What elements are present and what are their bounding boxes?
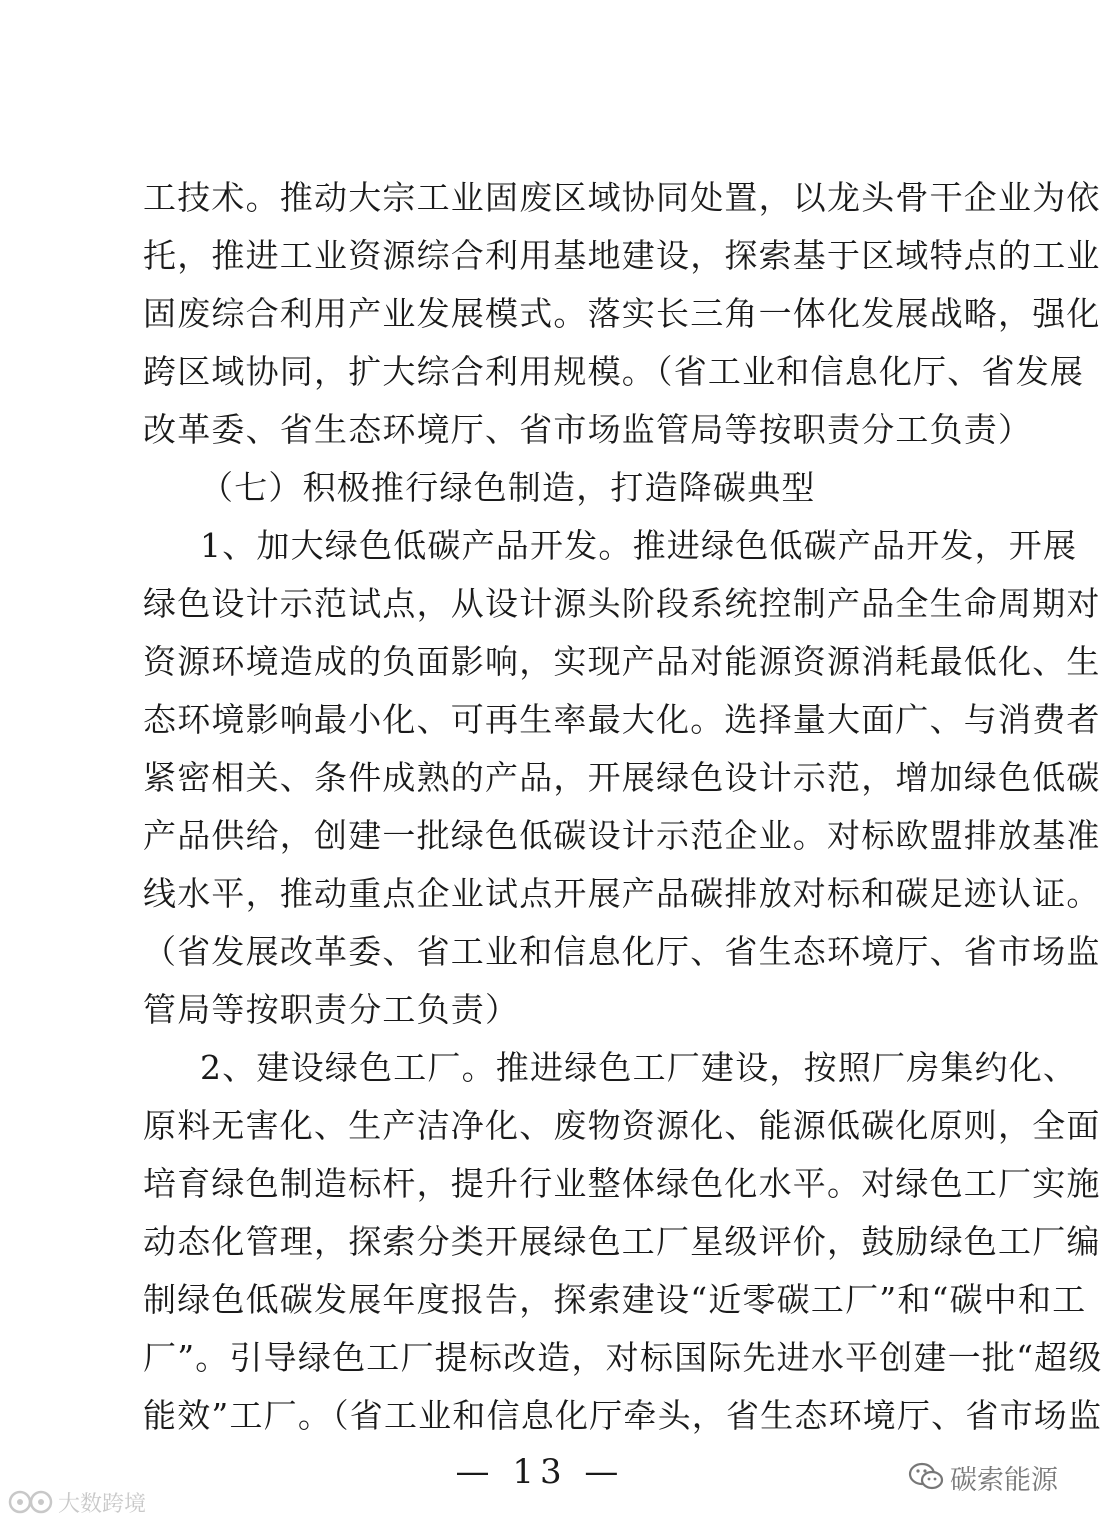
watermark-left: [8, 1486, 146, 1518]
text-line: 固废综合利用产业发展模式。落实长三角一体化发展战略，强化: [143, 294, 1101, 333]
logo-icon: [8, 1489, 54, 1515]
wechat-icon: [908, 1462, 944, 1492]
text-line: 1、加大绿色低碳产品开发。推进绿色低碳产品开发，开展: [200, 526, 1078, 565]
text-line: 跨区域协同，扩大综合利用规模。（省工业和信息化厅、省发展: [143, 352, 1085, 391]
section-heading: （七）积极推行绿色制造，打造降碳典型: [200, 468, 816, 507]
text-line: 绿色设计示范试点，从设计源头阶段系统控制产品全生命周期对: [143, 584, 1101, 623]
text-line: 产品供给，创建一批绿色低碳设计示范企业。对标欧盟排放基准: [143, 816, 1101, 855]
text-line: 2、建设绿色工厂。推进绿色工厂建设，按照厂房集约化、: [200, 1048, 1078, 1087]
text-line: 制绿色低碳发展年度报告，探索建设“近零碳工厂”和“碳中和工: [143, 1280, 1087, 1319]
text-line: 紧密相关、条件成熟的产品，开展绿色设计示范，增加绿色低碳: [143, 758, 1101, 797]
text-line: 厂”。引导绿色工厂提标改造，对标国际先进水平创建一批“超级: [143, 1338, 1103, 1377]
text-line: 能效”工厂。（省工业和信息化厅牵头，省生态环境厅、省市场监: [143, 1396, 1103, 1435]
watermark-right-text: 碳索能源: [950, 1464, 1058, 1496]
text-line: 培育绿色制造标杆，提升行业整体绿色化水平。对绿色工厂实施: [143, 1164, 1101, 1203]
page-number: — 13 —: [455, 1452, 625, 1492]
text-line: 动态化管理，探索分类开展绿色工厂星级评价，鼓励绿色工厂编: [143, 1222, 1101, 1261]
text-line: 态环境影响最小化、可再生率最大化。选择量大面广、与消费者: [143, 700, 1101, 739]
text-line: 改革委、省生态环境厅、省市场监管局等按职责分工负责）: [143, 410, 1033, 449]
text-line: 资源环境造成的负面影响，实现产品对能源资源消耗最低化、生: [143, 642, 1101, 681]
watermark-right: [908, 1459, 1058, 1495]
text-line: 管局等按职责分工负责）: [143, 990, 520, 1029]
text-line: 线水平，推动重点企业试点开展产品碳排放对标和碳足迹认证。: [143, 874, 1101, 913]
watermark-left-text: 大数跨境: [58, 1491, 147, 1517]
text-line: 托，推进工业资源综合利用基地建设，探索基于区域特点的工业: [143, 236, 1101, 275]
text-line: 工技术。推动大宗工业固废区域协同处置，以龙头骨干企业为依: [143, 178, 1101, 217]
text-line: 原料无害化、生产洁净化、废物资源化、能源低碳化原则，全面: [143, 1106, 1101, 1145]
text-line: （省发展改革委、省工业和信息化厅、省生态环境厅、省市场监: [143, 932, 1101, 971]
